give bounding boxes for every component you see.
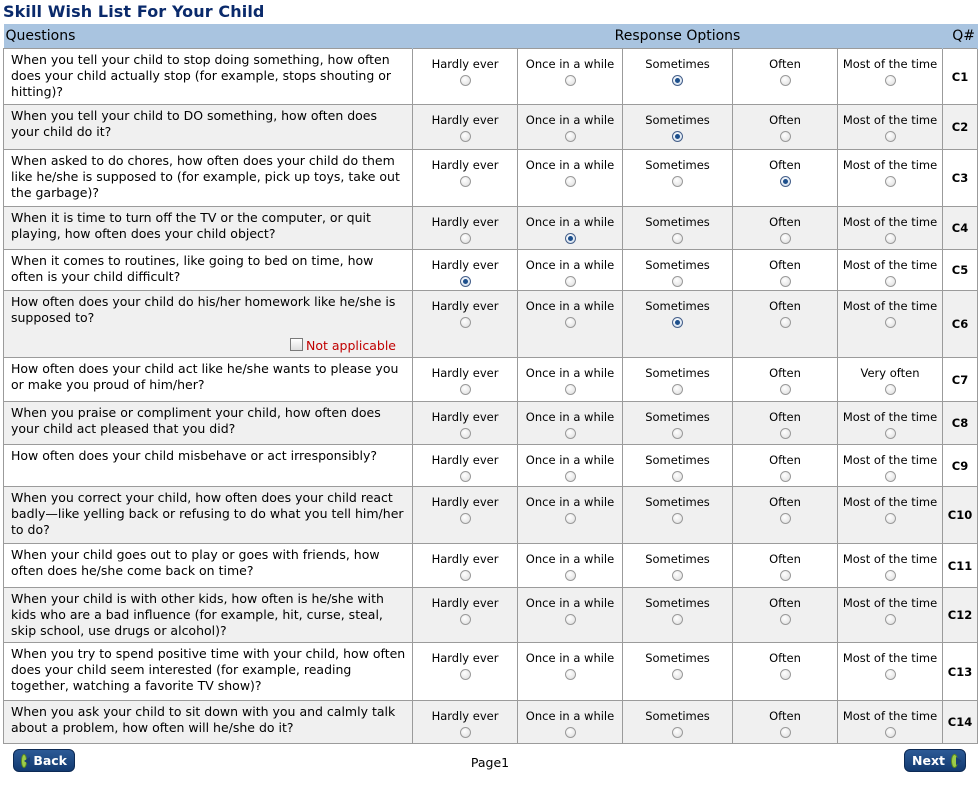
radio-button[interactable] [565, 428, 576, 439]
response-option-cell[interactable] [518, 291, 623, 358]
radio-button[interactable] [565, 384, 576, 395]
response-option-cell[interactable] [733, 701, 838, 744]
response-option-cell[interactable] [733, 588, 838, 643]
response-option-cell[interactable] [413, 250, 518, 291]
question-row [4, 358, 978, 402]
radio-button[interactable] [672, 669, 683, 680]
response-option-cell[interactable] [733, 402, 838, 445]
option-label: Once in a while [525, 158, 615, 172]
option-label: Most of the time [842, 57, 938, 71]
response-option-cell[interactable] [838, 105, 943, 150]
radio-button[interactable] [780, 570, 791, 581]
radio-button[interactable] [460, 75, 471, 86]
response-option-cell[interactable] [623, 402, 733, 445]
back-button-label: Back [33, 753, 67, 768]
option-label: Hardly ever [431, 258, 499, 272]
radio-button[interactable] [565, 727, 576, 738]
option-label: Most of the time [842, 651, 938, 665]
option-label: Most of the time [842, 299, 938, 313]
page-indicator: Page1 [470, 755, 510, 770]
question-text: When you tell your child to DO something, how often does your child do it? [11, 108, 378, 139]
option-label: Once in a while [525, 258, 615, 272]
radio-button[interactable] [780, 384, 791, 395]
option-label: Once in a while [525, 596, 615, 610]
option-label: Often [769, 215, 801, 229]
question-text-cell [4, 643, 413, 701]
radio-button[interactable] [885, 614, 896, 625]
question-text-cell [4, 207, 413, 250]
question-text: When you praise or compliment your child, how often does your child act pleased that you did? [11, 405, 381, 436]
radio-button[interactable] [460, 317, 471, 328]
response-option-cell[interactable] [838, 150, 943, 207]
questions-header: Questions [4, 24, 413, 49]
page-title: Skill Wish List For Your Child [3, 2, 265, 21]
option-label: Hardly ever [431, 57, 499, 71]
option-label: Most of the time [842, 709, 938, 723]
response-option-cell[interactable] [518, 105, 623, 150]
option-label: Most of the time [842, 113, 938, 127]
option-label: Once in a while [525, 651, 615, 665]
question-number: C8 [943, 402, 978, 445]
option-label: Most of the time [842, 596, 938, 610]
response-option-cell[interactable] [838, 588, 943, 643]
radio-button[interactable] [885, 131, 896, 142]
response-option-cell[interactable] [733, 150, 838, 207]
header-row [4, 24, 978, 49]
response-option-cell[interactable] [838, 701, 943, 744]
radio-button[interactable] [780, 727, 791, 738]
radio-button[interactable] [885, 176, 896, 187]
question-text-cell [4, 701, 413, 744]
question-number: C5 [943, 250, 978, 291]
radio-button[interactable] [885, 317, 896, 328]
radio-button[interactable] [672, 75, 683, 86]
question-row [4, 643, 978, 701]
option-label: Often [769, 113, 801, 127]
radio-button[interactable] [565, 669, 576, 680]
question-row [4, 207, 978, 250]
option-label: Once in a while [525, 215, 615, 229]
radio-button[interactable] [672, 276, 683, 287]
option-label: Sometimes [645, 366, 710, 380]
question-text: When you correct your child, how often does your child react badly—like yelling back or refusing to do what you tell him/her to do? [11, 490, 404, 537]
question-text-cell [4, 402, 413, 445]
question-text: When your child is with other kids, how often is he/she with kids who are a bad influence (for example, hit, curse, steal, skip school, use drugs or alcohol)? [11, 591, 384, 638]
response-option-cell[interactable] [733, 358, 838, 402]
question-number: C3 [943, 150, 978, 207]
response-option-cell[interactable] [838, 445, 943, 487]
option-label: Once in a while [525, 57, 615, 71]
response-option-cell[interactable] [518, 487, 623, 544]
question-text-cell [4, 49, 413, 105]
response-option-cell[interactable] [733, 105, 838, 150]
survey-table [3, 24, 978, 744]
response-option-cell[interactable] [518, 402, 623, 445]
option-label: Hardly ever [431, 215, 499, 229]
radio-button[interactable] [780, 669, 791, 680]
response-option-cell[interactable] [413, 643, 518, 701]
option-label: Often [769, 57, 801, 71]
next-button[interactable] [904, 749, 966, 772]
question-number: C14 [943, 701, 978, 744]
response-option-cell[interactable] [413, 544, 518, 588]
radio-button[interactable] [565, 233, 576, 244]
radio-button[interactable] [885, 513, 896, 524]
question-row [4, 291, 978, 358]
radio-button[interactable] [885, 384, 896, 395]
radio-button[interactable] [672, 513, 683, 524]
option-label: Sometimes [645, 552, 710, 566]
arrow-right-icon [951, 754, 958, 768]
radio-button[interactable] [460, 614, 471, 625]
qnum-header: Q# [943, 24, 978, 49]
response-option-cell[interactable] [733, 445, 838, 487]
option-label: Most of the time [842, 215, 938, 229]
option-label: Sometimes [645, 410, 710, 424]
question-text-cell [4, 358, 413, 402]
response-option-cell[interactable] [413, 588, 518, 643]
radio-button[interactable] [780, 317, 791, 328]
question-row [4, 150, 978, 207]
question-text: When it is time to turn off the TV or the computer, or quit playing, how often does your child object? [11, 210, 371, 241]
question-row [4, 701, 978, 744]
radio-button[interactable] [565, 471, 576, 482]
option-label: Hardly ever [431, 158, 499, 172]
option-label: Often [769, 709, 801, 723]
option-label: Hardly ever [431, 552, 499, 566]
response-option-cell[interactable] [623, 487, 733, 544]
option-label: Sometimes [645, 158, 710, 172]
question-number: C7 [943, 358, 978, 402]
question-number: C13 [943, 643, 978, 701]
option-label: Often [769, 158, 801, 172]
option-label: Most of the time [842, 258, 938, 272]
radio-button[interactable] [565, 513, 576, 524]
radio-button[interactable] [885, 727, 896, 738]
option-label: Often [769, 258, 801, 272]
radio-button[interactable] [780, 176, 791, 187]
response-option-cell[interactable] [733, 487, 838, 544]
response-option-cell[interactable] [623, 105, 733, 150]
not-applicable-checkbox[interactable] [11, 338, 406, 354]
response-option-cell[interactable] [733, 49, 838, 105]
radio-button[interactable] [460, 471, 471, 482]
next-button-label: Next [912, 753, 945, 768]
radio-button[interactable] [460, 727, 471, 738]
radio-button[interactable] [672, 570, 683, 581]
response-option-cell[interactable] [733, 207, 838, 250]
radio-button[interactable] [780, 75, 791, 86]
not-applicable-label: Not applicable [306, 338, 396, 353]
response-option-cell[interactable] [733, 291, 838, 358]
response-option-cell[interactable] [413, 358, 518, 402]
question-number: C10 [943, 487, 978, 544]
radio-button[interactable] [885, 233, 896, 244]
option-label: Hardly ever [431, 410, 499, 424]
question-number: C1 [943, 49, 978, 105]
radio-button[interactable] [672, 176, 683, 187]
response-option-cell[interactable] [413, 150, 518, 207]
question-text: How often does your child act like he/she wants to please you or make you proud of him/her? [11, 361, 399, 392]
radio-button[interactable] [672, 131, 683, 142]
response-option-cell[interactable] [413, 402, 518, 445]
response-option-cell[interactable] [413, 291, 518, 358]
response-option-cell[interactable] [518, 643, 623, 701]
radio-button[interactable] [780, 428, 791, 439]
response-option-cell[interactable] [838, 487, 943, 544]
radio-button[interactable] [780, 471, 791, 482]
question-row [4, 49, 978, 105]
option-label: Sometimes [645, 113, 710, 127]
question-number: C9 [943, 445, 978, 487]
question-text-cell [4, 445, 413, 487]
option-label: Hardly ever [431, 299, 499, 313]
response-option-cell[interactable] [623, 701, 733, 744]
radio-button[interactable] [885, 428, 896, 439]
option-label: Sometimes [645, 709, 710, 723]
response-option-cell[interactable] [733, 544, 838, 588]
response-option-cell[interactable] [518, 207, 623, 250]
question-text: When you tell your child to stop doing something, how often does your child actually stop (for example, stops shouting or hitting)? [11, 52, 392, 99]
response-option-cell[interactable] [623, 49, 733, 105]
radio-button[interactable] [885, 669, 896, 680]
response-option-cell[interactable] [413, 105, 518, 150]
option-label: Hardly ever [431, 495, 499, 509]
radio-button[interactable] [565, 75, 576, 86]
question-text-cell [4, 150, 413, 207]
question-text-cell [4, 250, 413, 291]
response-option-cell[interactable] [838, 291, 943, 358]
option-label: Sometimes [645, 258, 710, 272]
question-text-cell [4, 105, 413, 150]
radio-button[interactable] [565, 276, 576, 287]
radio-button[interactable] [672, 614, 683, 625]
question-number: C11 [943, 544, 978, 588]
option-label: Once in a while [525, 410, 615, 424]
option-label: Once in a while [525, 709, 615, 723]
response-option-cell[interactable] [518, 445, 623, 487]
radio-button[interactable] [565, 176, 576, 187]
option-label: Often [769, 299, 801, 313]
response-option-cell[interactable] [413, 207, 518, 250]
option-label: Most of the time [842, 552, 938, 566]
radio-button[interactable] [885, 276, 896, 287]
option-label: Hardly ever [431, 651, 499, 665]
option-label: Sometimes [645, 299, 710, 313]
question-text: When you ask your child to sit down with you and calmly talk about a problem, how often will he/she do it? [11, 704, 396, 735]
response-option-cell[interactable] [838, 402, 943, 445]
response-option-cell[interactable] [623, 588, 733, 643]
radio-button[interactable] [565, 317, 576, 328]
radio-button[interactable] [460, 131, 471, 142]
option-label: Often [769, 495, 801, 509]
question-number: C6 [943, 291, 978, 358]
option-label: Very often [860, 366, 920, 380]
option-label: Most of the time [842, 495, 938, 509]
option-label: Hardly ever [431, 366, 499, 380]
option-label: Often [769, 366, 801, 380]
option-label: Sometimes [645, 453, 710, 467]
response-option-cell[interactable] [623, 643, 733, 701]
response-option-cell[interactable] [413, 487, 518, 544]
radio-button[interactable] [460, 428, 471, 439]
radio-button[interactable] [672, 471, 683, 482]
response-option-cell[interactable] [518, 49, 623, 105]
option-label: Most of the time [842, 158, 938, 172]
radio-button[interactable] [780, 131, 791, 142]
option-label: Often [769, 651, 801, 665]
question-text-cell [4, 291, 413, 358]
radio-button[interactable] [460, 233, 471, 244]
radio-button[interactable] [780, 276, 791, 287]
option-label: Sometimes [645, 495, 710, 509]
question-number: C4 [943, 207, 978, 250]
response-option-cell[interactable] [838, 643, 943, 701]
radio-button[interactable] [565, 570, 576, 581]
radio-button[interactable] [565, 131, 576, 142]
option-label: Once in a while [525, 453, 615, 467]
option-label: Sometimes [645, 57, 710, 71]
footer [3, 746, 977, 778]
question-text: How often does your child do his/her homework like he/she is supposed to? [11, 294, 396, 325]
question-row [4, 544, 978, 588]
radio-button[interactable] [460, 276, 471, 287]
option-label: Often [769, 453, 801, 467]
radio-button[interactable] [780, 233, 791, 244]
response-option-cell[interactable] [518, 544, 623, 588]
response-option-cell[interactable] [518, 588, 623, 643]
question-text-cell [4, 588, 413, 643]
radio-button[interactable] [885, 75, 896, 86]
response-option-cell[interactable] [518, 701, 623, 744]
option-label: Once in a while [525, 552, 615, 566]
radio-button[interactable] [672, 317, 683, 328]
question-number: C12 [943, 588, 978, 643]
response-option-cell[interactable] [413, 445, 518, 487]
option-label: Often [769, 552, 801, 566]
response-option-cell[interactable] [733, 250, 838, 291]
radio-button[interactable] [460, 570, 471, 581]
option-label: Most of the time [842, 410, 938, 424]
radio-button[interactable] [460, 384, 471, 395]
radio-button[interactable] [780, 513, 791, 524]
response-option-cell[interactable] [838, 544, 943, 588]
radio-button[interactable] [885, 570, 896, 581]
option-label: Hardly ever [431, 596, 499, 610]
response-option-cell[interactable] [623, 207, 733, 250]
question-text: When asked to do chores, how often does your child do them like he/she is supposed to (for example, pick up toys, take out the garbage)? [11, 153, 400, 200]
option-label: Hardly ever [431, 709, 499, 723]
response-option-cell[interactable] [518, 358, 623, 402]
option-label: Hardly ever [431, 113, 499, 127]
question-text: When your child goes out to play or goes with friends, how often does he/she come back on time? [11, 547, 380, 578]
question-row [4, 402, 978, 445]
question-row [4, 588, 978, 643]
response-options-header: Response Options [413, 24, 943, 49]
response-option-cell[interactable] [838, 358, 943, 402]
question-row [4, 445, 978, 487]
response-option-cell[interactable] [623, 544, 733, 588]
option-label: Often [769, 410, 801, 424]
option-label: Sometimes [645, 215, 710, 229]
radio-button[interactable] [672, 428, 683, 439]
question-text-cell [4, 544, 413, 588]
response-option-cell[interactable] [733, 643, 838, 701]
response-option-cell[interactable] [623, 291, 733, 358]
option-label: Once in a while [525, 299, 615, 313]
question-text: When it comes to routines, like going to bed on time, how often is your child difficult? [11, 253, 374, 284]
response-option-cell[interactable] [518, 250, 623, 291]
question-number: C2 [943, 105, 978, 150]
option-label: Once in a while [525, 495, 615, 509]
option-label: Often [769, 596, 801, 610]
question-text-cell [4, 487, 413, 544]
question-row [4, 487, 978, 544]
option-label: Once in a while [525, 113, 615, 127]
radio-button[interactable] [672, 727, 683, 738]
response-option-cell[interactable] [838, 49, 943, 105]
radio-button[interactable] [672, 384, 683, 395]
response-option-cell[interactable] [838, 250, 943, 291]
radio-button[interactable] [565, 614, 576, 625]
option-label: Sometimes [645, 651, 710, 665]
radio-button[interactable] [460, 669, 471, 680]
question-text: How often does your child misbehave or act irresponsibly? [11, 448, 378, 463]
radio-button[interactable] [885, 471, 896, 482]
radio-button[interactable] [460, 176, 471, 187]
question-text: When you try to spend positive time with your child, how often does your child seem interested (for example, reading together, watching a favorite TV show)? [11, 646, 406, 693]
option-label: Hardly ever [431, 453, 499, 467]
option-label: Once in a while [525, 366, 615, 380]
option-label: Sometimes [645, 596, 710, 610]
question-row [4, 250, 978, 291]
question-row [4, 105, 978, 150]
response-option-cell[interactable] [623, 250, 733, 291]
response-option-cell[interactable] [623, 445, 733, 487]
response-option-cell[interactable] [838, 207, 943, 250]
radio-button[interactable] [672, 233, 683, 244]
response-option-cell[interactable] [518, 150, 623, 207]
option-label: Most of the time [842, 453, 938, 467]
response-option-cell[interactable] [623, 150, 733, 207]
response-option-cell[interactable] [623, 358, 733, 402]
response-option-cell[interactable] [413, 701, 518, 744]
radio-button[interactable] [460, 513, 471, 524]
checkbox-icon[interactable] [290, 338, 303, 351]
radio-button[interactable] [780, 614, 791, 625]
response-option-cell[interactable] [413, 49, 518, 105]
